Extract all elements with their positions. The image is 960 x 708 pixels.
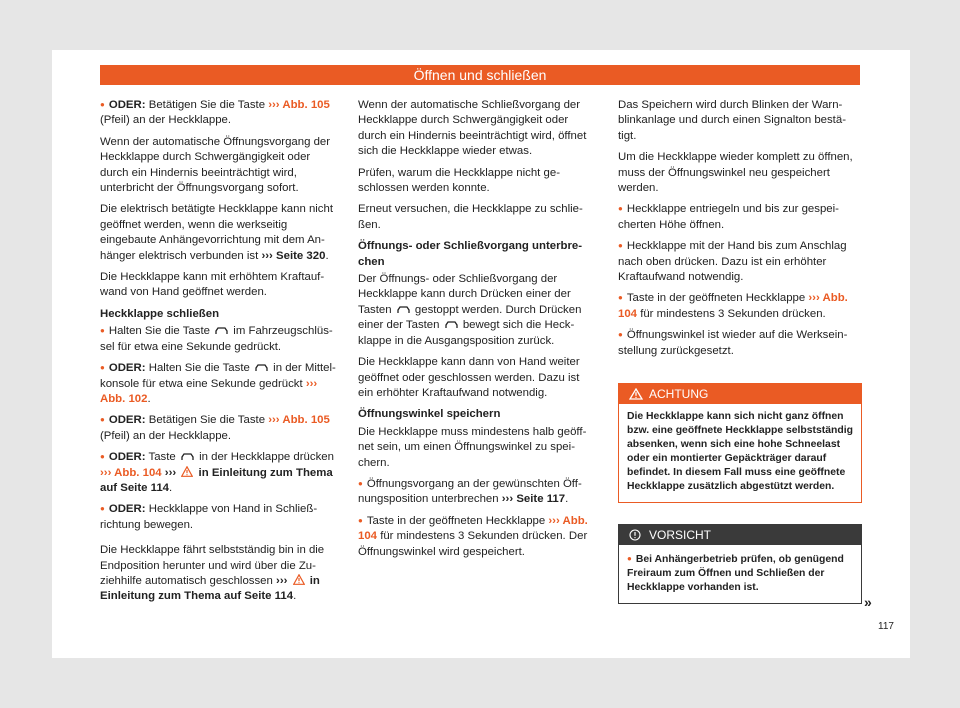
list-item: ● ODER: Taste in der Heckklappe drücken ››› Abb. 104 ››› in Einleitung zum Thema auf Seite 114. <box>100 450 338 496</box>
paragraph: Das Speichern wird durch Blinken der Warnblinkanlage und durch einen Signalton bestätigt. <box>618 99 846 142</box>
paragraph: Wenn der automatische Schließvorgang der Heckklappe durch Schwergängigkeit oder durch ein Hindernis beeinträchtigt wird, öffnet sich die Heckklappe wieder etwas. <box>358 99 587 158</box>
paragraph: Die Heckklappe fährt selbstständig bin in die Endposition herunter und wird über die Zuziehhilfe automatisch geschlossen ››› in Einleitung zum Thema auf Seite 114. <box>100 544 325 603</box>
section-header: Öffnen und schließen <box>100 65 860 85</box>
paragraph: Der Öffnungs- oder Schließvorgang der Heckklappe kann durch Drücken einer der Tasten gestoppt werden. Durch Drücken einer der Tasten bewegt sich die Heckklappe in die Ausgangsposition zurück. <box>358 273 582 347</box>
paragraph: Erneut versuchen, die Heckklappe zu schließen. <box>358 203 583 231</box>
manual-page <box>52 50 910 658</box>
page-number: 117 <box>878 621 894 632</box>
subheading: Öffnungswinkel speichern <box>358 408 501 421</box>
car-tailgate-icon <box>255 364 268 372</box>
list-item: ● ODER: Betätigen Sie die Taste ››› Abb. 105 (Pfeil) an der Heckklappe. <box>100 98 338 129</box>
warning-triangle-icon <box>629 388 643 400</box>
car-tailgate-icon <box>445 321 458 329</box>
warning-box-title: ACHTUNG <box>649 387 709 401</box>
list-item: ● ODER: Betätigen Sie die Taste ››› Abb. 105 (Pfeil) an der Heckklappe. <box>100 413 338 444</box>
list-item: ● Taste in der geöffneten Heckklappe ››› Abb. 104 für mindestens 3 Sekunden drücken. Der Öffnungswinkel wird gespeichert. <box>358 514 596 560</box>
info-circle-icon <box>629 529 641 541</box>
paragraph: Die Heckklappe muss mindestens halb geöffnet sein, um einen Öffnungswinkel zu speichern. <box>358 425 587 469</box>
caution-box-text: ● Bei Anhängerbetrieb prüfen, ob genügend Freiraum zum Öffnen und Schließen der Heckklappe vorhanden ist. <box>619 545 861 603</box>
paragraph: Prüfen, warum die Heckklappe nicht geschlossen werden konnte. <box>358 166 560 195</box>
caution-box <box>618 524 862 604</box>
paragraph: Die elektrisch betätigte Heckklappe kann nicht geöffnet werden, wenn die werkseitig eingebaute Anhängevorrichtung mit dem Anhänger elektrisch verbunden ist ››› Seite 320. <box>100 203 334 262</box>
warning-box <box>618 383 862 503</box>
warning-box-text: Die Heckklappe kann sich nicht ganz öffnen bzw. eine geöffnete Heckklappe selbstständig absenken, wenn sich eine hohe Schneelast oder ein montierter Gepäckträger darauf befindet. In diesem Fall muss eine geöffnete Heckklappe zusätzlich abgestützt werden. <box>627 411 853 492</box>
car-tailgate-icon <box>181 453 194 461</box>
car-tailgate-icon <box>215 327 228 335</box>
caution-box-title: VORSICHT <box>649 528 712 542</box>
paragraph: Die Heckklappe kann mit erhöhtem Kraftaufwand von Hand geöffnet werden. <box>100 271 325 299</box>
list-item: ● ODER: Heckklappe von Hand in Schließrichtung bewegen. <box>100 502 338 533</box>
car-tailgate-icon <box>397 306 410 314</box>
subheading: Heckklappe schließen <box>100 307 220 320</box>
paragraph: Um die Heckklappe wieder komplett zu öffnen, muss der Öffnungswinkel neu gespeichert werden. <box>618 151 853 195</box>
column-2 <box>358 98 596 566</box>
subheading: Öffnungs- oder Schließvorgang unterbrechen <box>358 240 583 268</box>
paragraph: Wenn der automatische Öffnungsvorgang der Heckklappe durch Schwergängigkeit oder durch ein Hindernis beeinträchtigt wird, unterbricht der Öffnungsvorgang sofort. <box>100 135 331 195</box>
list-item: ● Taste in der geöffneten Heckklappe ››› Abb. 104 für mindestens 3 Sekunden drücken. <box>618 291 860 322</box>
column-3 <box>618 98 860 365</box>
list-item: ● Heckklappe mit der Hand bis zum Anschlag nach oben drücken. Dazu ist ein erhöhter Kraftaufwand notwendig. <box>618 239 860 285</box>
column-1 <box>100 98 338 611</box>
warning-triangle-icon <box>181 466 193 477</box>
paragraph: Die Heckklappe kann dann von Hand weiter geöffnet oder geschlossen werden. Dazu ist ein erhöhter Kraftaufwand notwendig. <box>358 356 580 399</box>
list-item: ● ODER: Halten Sie die Taste in der Mittelkonsole für etwa eine Sekunde gedrückt ››› Abb. 102. <box>100 361 338 407</box>
list-item: ● Heckklappe entriegeln und bis zur gespeicherten Höhe öffnen. <box>618 202 860 233</box>
list-item: ● Öffnungsvorgang an der gewünschten Öffnungsposition unterbrechen ››› Seite 117. <box>358 477 596 508</box>
list-item: ● Halten Sie die Taste im Fahrzeugschlüssel für etwa eine Sekunde gedrückt. <box>100 324 338 355</box>
warning-triangle-icon <box>293 574 305 585</box>
warning-box-header <box>619 384 861 404</box>
continue-marker: » <box>864 594 872 610</box>
caution-box-header <box>619 525 861 545</box>
list-item: ● Öffnungswinkel ist wieder auf die Werkseinstellung zurückgesetzt. <box>618 328 860 359</box>
